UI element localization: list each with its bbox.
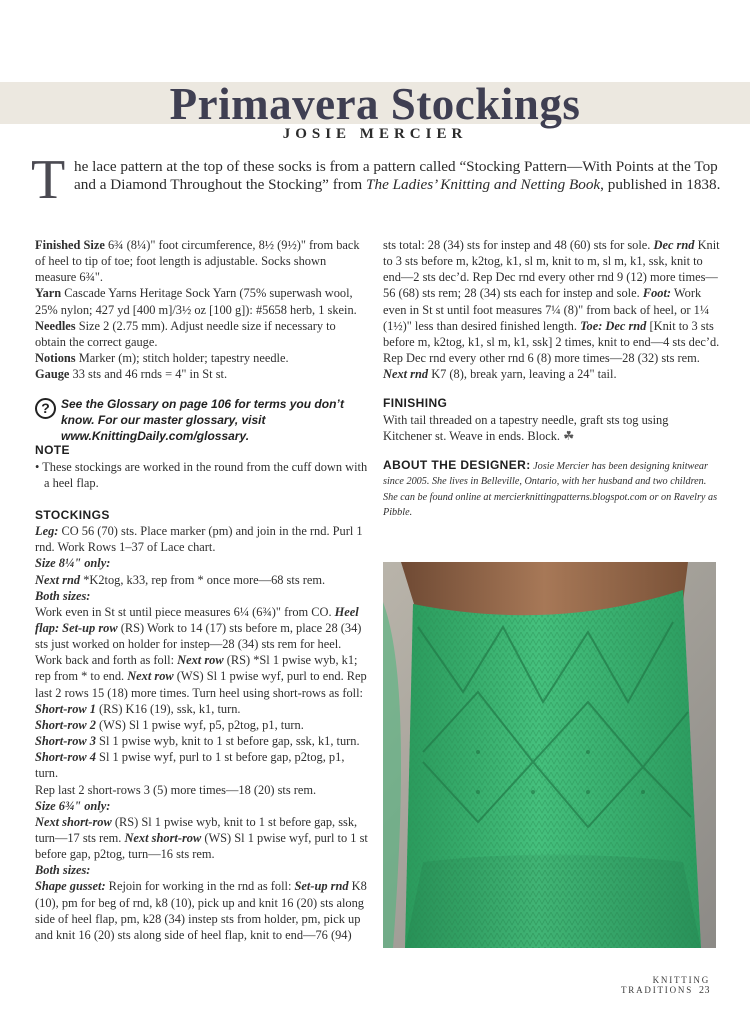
page-footer (560, 975, 710, 996)
page-number: 23 (699, 985, 710, 996)
short-row-2: Short-row 2 (WS) Sl 1 pwise wyf, p5, p2tog, p1, turn. (35, 717, 304, 732)
both-sizes-label: Both sizes: (35, 588, 91, 603)
both-sizes-label-2: Both sizes: (35, 863, 91, 878)
size-large-label: Size 8¼" only: (35, 556, 111, 571)
foot-toe-instructions: sts total: 28 (34) sts for instep and 48 (60) sts for sole. Dec rnd Knit to 3 sts before m, k2tog, k1, sl m, knit to m, sl m, k1, ssk, knit to end—2 sts dec’d. Rep Dec rnd every other rnd 9 (12) more times—56 (68) sts rem; 28 (34) sts each for instep and sole. Foot: Work even in St st until foot measures 7¼ (8)" from back of heel, or 1¼ (1½)" less than desired finished length. Toe: Dec rnd [Knit to 3 sts before m, k2tog, k1, sl m, k1, ssk] 2 times, knit to end—4 sts dec’d. Rep Dec rnd every other rnd 6 (8) more times—28 (32) sts rem. Next rnd K7 (8), break yarn, leaving a 24" tail. (383, 238, 720, 382)
spec-yarn: Yarn Cascade Yarns Heritage Sock Yarn (75% superwash wool, 25% nylon; 427 yd [400 m]/3½ oz [100 g]): #5658 herb, 1 skein. (35, 286, 357, 317)
spec-needles: Needles Size 2 (2.75 mm). Adjust needle size if necessary to obtain the correct gauge. (35, 318, 336, 349)
short-row-3: Short-row 3 Sl 1 pwise wyb, knit to 1 st before gap, ssk, k1, turn. (35, 734, 360, 749)
size-small-label: Size 6¾" only: (35, 798, 111, 813)
sock-illustration (383, 562, 716, 948)
glossary-text: See the Glossary on page 106 for terms you don’t know. For our master glossary, visit www.KnittingDaily.com/glossary. (61, 397, 344, 443)
author-byline: JOSIE MERCIER (282, 126, 468, 142)
drop-cap: T (31, 149, 66, 211)
leg-instructions: Leg: CO 56 (70) sts. Place marker (pm) and join in the rnd. Purl 1 rnd. Work Rows 1–37 of Lace chart. (35, 524, 363, 555)
spec-notions: Notions Marker (m); stitch holder; tapestry needle. (35, 351, 289, 366)
next-short-row-instructions: Next short-row (RS) Sl 1 pwise wyb, knit to 1 st before gap, ssk, turn—17 sts rem. Next short-row (WS) Sl 1 pwise wyf, purl to 1 st before gap, p2tog, turn—16 sts rem. (35, 814, 368, 862)
left-column (35, 237, 368, 943)
finishing-heading: FINISHING (383, 396, 448, 411)
magazine-name: KNITTING TRADITIONS (621, 975, 710, 995)
book-title: The Ladies’ Knitting and Netting Book (366, 176, 601, 193)
note-bullet: • These stockings are worked in the round from the cuff down with a heel flap. (35, 459, 368, 490)
heel-flap-instructions: Work even in St st until piece measures 6¼ (6¾)" from CO. Heel flap: Set-up row (RS) Work to 14 (17) sts before m, place 28 (34) sts just worked on holder for instep—28 (34) sts rem for heel. Work back and forth as foll: Next row (RS) *Sl 1 pwise wyb, k1; rep from * to end. Next row (WS) Sl 1 pwise wyf, purl to end. Rep last 2 rows 15 (18) more times. Turn heel using short-rows as foll: (35, 604, 367, 700)
gusset-instructions: Shape gusset: Rejoin for working in the rnd as foll: Set-up rnd K8 (10), pm for beg of rnd, k8 (10), pick up and knit 16 (20) sts along side of heel flap, pm, k28 (34) instep sts from holder, pm, pick up and knit 16 (20) sts along side of heel flap, knit to end—76 (94) (35, 879, 367, 942)
glossary-callout (35, 396, 370, 443)
question-icon: ? (35, 398, 56, 419)
right-column (383, 237, 720, 521)
intro-line-2: and a Diamond Throughout the Stocking” from The Ladies’ Knitting and Netting Book, published in 1838. (74, 176, 721, 193)
page-title: Primavera Stockings (169, 79, 581, 129)
short-row-1: Short-row 1 (RS) K16 (19), ssk, k1, turn. (35, 701, 241, 716)
sock-photo (383, 562, 716, 948)
spec-gauge: Gauge 33 sts and 46 rnds = 4" in St st. (35, 367, 228, 382)
short-row-4: Short-row 4 Sl 1 pwise wyf, purl to 1 st before gap, p2tog, p1, turn. (35, 750, 345, 781)
spec-finished-size: Finished Size 6¾ (8¼)" foot circumference, 8½ (9½)" from back of heel to tip of toe; foot length is adjustable. Socks shown measure 6¾". (35, 238, 360, 285)
stockings-heading: STOCKINGS (35, 507, 110, 522)
intro-line-1: he lace pattern at the top of these socks is from a pattern called “Stocking Pattern—With Points at the Top (74, 158, 718, 175)
end-mark-icon: ☘ (563, 428, 575, 443)
intro-paragraph (74, 158, 740, 194)
finishing-text: With tail threaded on a tapestry needle, graft sts tog using Kitchener st. Weave in ends. Block. ☘ (383, 412, 669, 443)
about-designer: ABOUT THE DESIGNER: Josie Mercier has been designing knitwear since 2005. She lives in Belleville, Ontario, with her husband and two children. She can be found online at mercierknittingpatterns.blogspot.com or on Ravelry as Pibble. (383, 457, 718, 519)
note-heading: NOTE (35, 443, 70, 458)
next-rnd-instructions: Next rnd *K2tog, k33, rep from * once more—68 sts rem. (35, 572, 326, 587)
repeat-short-rows: Rep last 2 short-rows 3 (5) more times—18 (20) sts rem. (35, 782, 317, 797)
